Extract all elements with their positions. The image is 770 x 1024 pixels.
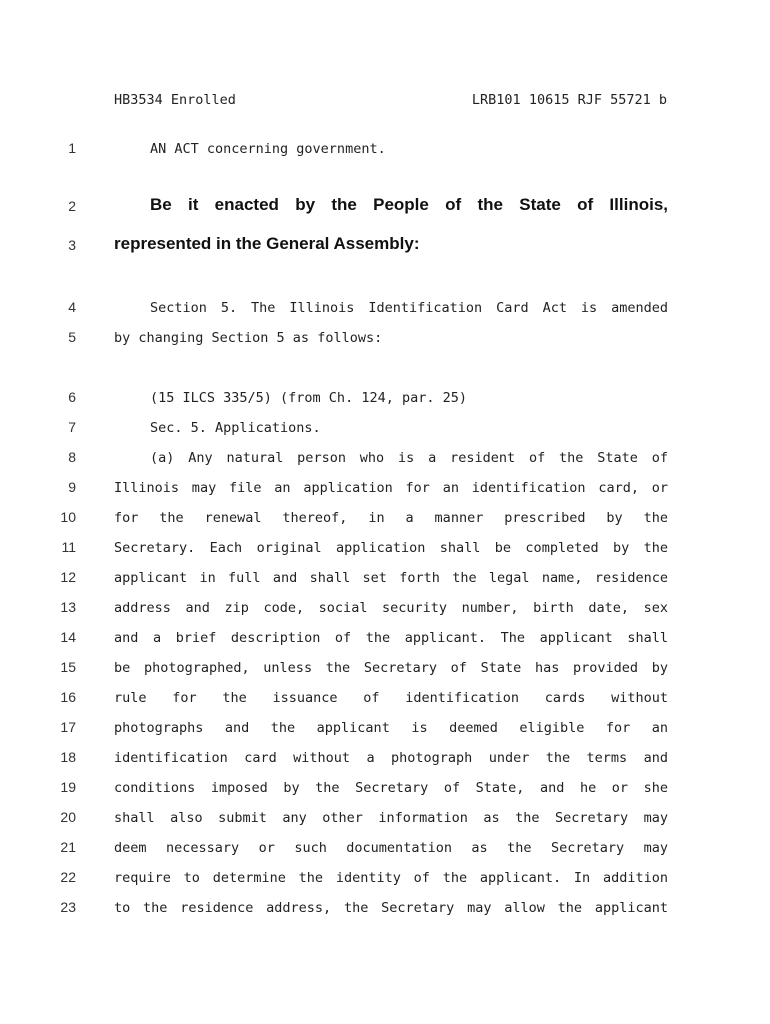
line-18 — [0, 745, 770, 775]
line-10 — [0, 505, 770, 535]
line-number: 17 — [60, 719, 76, 735]
enacting-clause: represented in the General Assembly: — [114, 234, 420, 253]
line-17 — [0, 715, 770, 745]
line-2 — [0, 194, 770, 224]
line-number: 18 — [60, 749, 76, 765]
line-23 — [0, 895, 770, 925]
line-text: applicant in full and shall set forth the legal name, residence — [114, 570, 668, 586]
line-7 — [0, 415, 770, 445]
line-19 — [0, 775, 770, 805]
line-number: 5 — [68, 329, 76, 345]
line-number: 2 — [68, 198, 76, 214]
line-number: 14 — [60, 629, 76, 645]
line-number: 15 — [60, 659, 76, 675]
line-3 — [0, 233, 770, 263]
line-8 — [0, 445, 770, 475]
line-text: Section 5. The Illinois Identification Card Act is amended — [150, 300, 668, 316]
line-number: 16 — [60, 689, 76, 705]
line-5 — [0, 325, 770, 355]
bill-identifier: HB3534 Enrolled — [114, 92, 236, 108]
line-text: Secretary. Each original application shall be completed by the — [114, 540, 668, 556]
line-text: photographs and the applicant is deemed eligible for an — [114, 720, 668, 736]
line-text: Sec. 5. Applications. — [150, 420, 321, 436]
line-number: 9 — [68, 479, 76, 495]
line-6 — [0, 385, 770, 415]
line-text: for the renewal thereof, in a manner prescribed by the — [114, 510, 668, 526]
lrb-reference: LRB101 10615 RJF 55721 b — [471, 92, 667, 108]
line-1 — [0, 136, 770, 166]
line-text: deem necessary or such documentation as the Secretary may — [114, 840, 668, 856]
line-number: 13 — [60, 599, 76, 615]
line-text: to the residence address, the Secretary may allow the applicant — [114, 900, 668, 916]
line-text: (a) Any natural person who is a resident of the State of — [150, 450, 668, 466]
line-9 — [0, 475, 770, 505]
line-16 — [0, 685, 770, 715]
line-text: require to determine the identity of the applicant. In addition — [114, 870, 668, 886]
line-text: rule for the issuance of identification cards without — [114, 690, 668, 706]
line-4 — [0, 295, 770, 325]
line-text: by changing Section 5 as follows: — [114, 330, 383, 346]
line-22 — [0, 865, 770, 895]
line-15 — [0, 655, 770, 685]
line-text: address and zip code, social security number, birth date, sex — [114, 600, 668, 616]
line-13 — [0, 595, 770, 625]
line-text: Illinois may file an application for an identification card, or — [114, 480, 668, 496]
line-text: conditions imposed by the Secretary of State, and he or she — [114, 780, 668, 796]
line-text: identification card without a photograph under the terms and — [114, 750, 668, 766]
line-number: 11 — [61, 539, 76, 555]
line-number: 10 — [60, 509, 76, 525]
line-text: be photographed, unless the Secretary of State has provided by — [114, 660, 668, 676]
enacting-clause: Be it enacted by the People of the State of Illinois, — [150, 195, 668, 214]
line-number: 22 — [60, 869, 76, 885]
line-number: 7 — [68, 419, 76, 435]
line-number: 3 — [68, 237, 76, 253]
line-20 — [0, 805, 770, 835]
line-number: 23 — [60, 899, 76, 915]
line-12 — [0, 565, 770, 595]
line-text: AN ACT concerning government. — [150, 141, 386, 157]
line-number: 21 — [60, 839, 76, 855]
line-number: 1 — [68, 140, 76, 156]
line-11 — [0, 535, 770, 565]
line-number: 6 — [68, 389, 76, 405]
line-number: 19 — [60, 779, 76, 795]
line-21 — [0, 835, 770, 865]
line-number: 20 — [60, 809, 76, 825]
line-14 — [0, 625, 770, 655]
line-text: shall also submit any other information as the Secretary may — [114, 810, 668, 826]
line-number: 8 — [68, 449, 76, 465]
line-text: (15 ILCS 335/5) (from Ch. 124, par. 25) — [150, 390, 467, 406]
line-text: and a brief description of the applicant. The applicant shall — [114, 630, 668, 646]
line-number: 4 — [68, 299, 76, 315]
line-number: 12 — [60, 569, 76, 585]
